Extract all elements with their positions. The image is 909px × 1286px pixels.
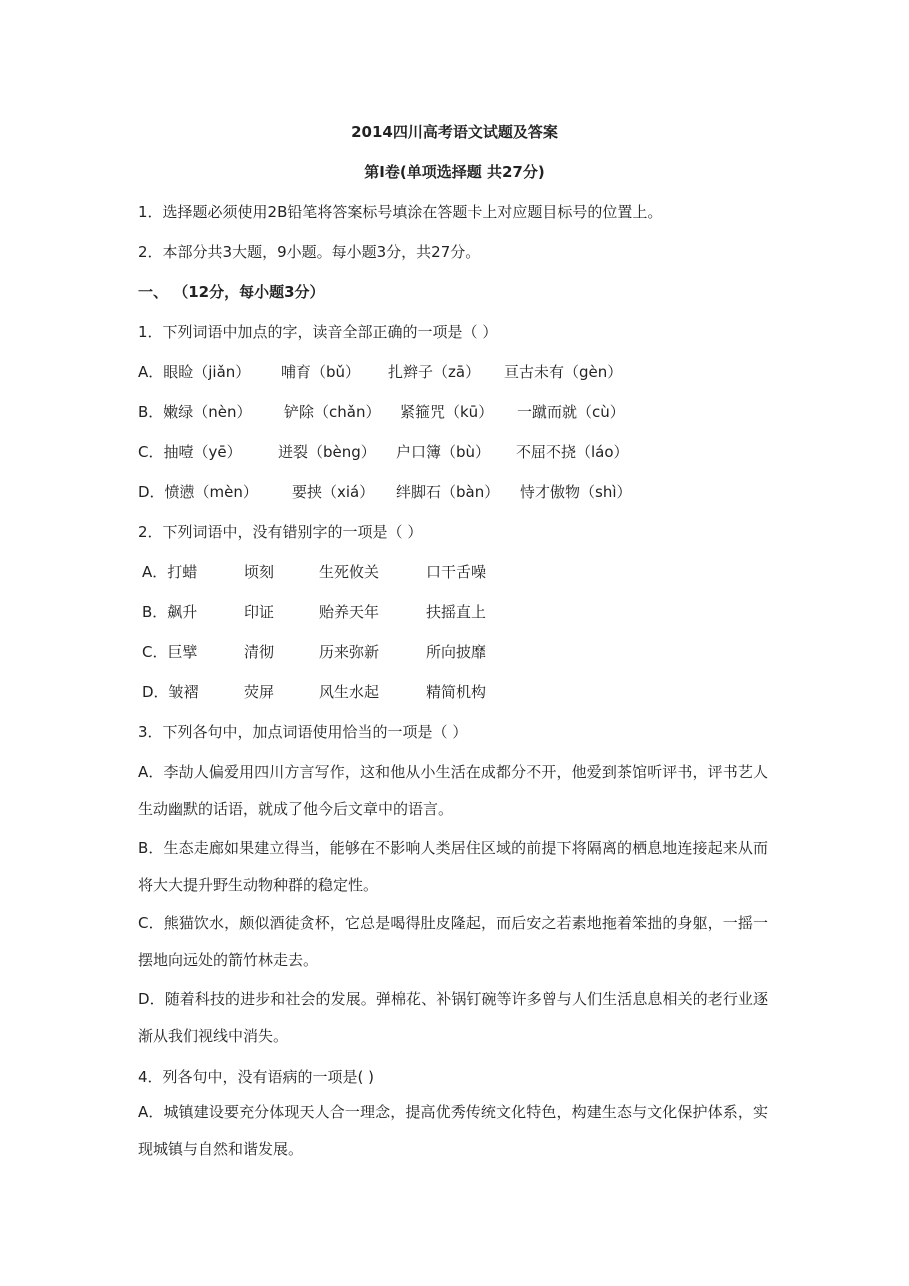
document-subtitle: 第Ⅰ卷(单项选择题 共27分) (364, 163, 545, 181)
option-cell: 口干舌噪 (426, 563, 487, 581)
option-cell: 顷刻 (244, 563, 275, 581)
option-cell: 哺育（bǔ） (281, 363, 361, 381)
option-cell: 迸裂（bèng） (278, 443, 376, 461)
option-cell: 印证 (244, 603, 275, 621)
option-cell: A．打蜡 (142, 563, 198, 581)
question-3-option-b: B．生态走廊如果建立得当，能够在不影响人类居住区域的前提下将隔离的栖息地连接起来从而将大大提升野生动物种群的稳定性。 (138, 839, 768, 894)
option-cell: 精简机构 (426, 683, 487, 701)
option-cell: 风生水起 (319, 683, 380, 701)
option-cell: D．愤懑（mèn） (138, 483, 258, 501)
option-cell: A．眼睑（jiǎn） (138, 363, 251, 381)
option-cell: 贻养天年 (319, 603, 380, 621)
option-cell: 生死攸关 (319, 563, 380, 581)
question-2-stem: 2．下列词语中，没有错别字的一项是（ ） (138, 523, 423, 541)
option-cell: 要挟（xiá） (292, 483, 375, 501)
question-3-stem: 3．下列各句中，加点词语使用恰当的一项是（ ） (138, 723, 468, 741)
option-cell: 绊脚石（bàn） (396, 483, 500, 501)
option-cell: 荧屏 (244, 683, 275, 701)
option-cell: 亘古未有（gèn） (504, 363, 623, 381)
question-3-option-d: D．随着科技的进步和社会的发展。弹棉花、补锅钉碗等许多曾与人们生活息息相关的老行业逐渐从我们视线中消失。 (138, 990, 768, 1045)
document-title: 2014四川高考语文试题及答案 (351, 123, 558, 141)
question-3-option-a: A．李劼人偏爱用四川方言写作，这和他从小生活在成都分不开，他爱到茶馆听评书，评书艺人生动幽默的话语，就成了他今后文章中的语言。 (138, 763, 768, 818)
option-cell: 清彻 (244, 643, 275, 661)
option-cell: B．嫩绿（nèn） (138, 403, 252, 421)
option-cell: B．飙升 (142, 603, 198, 621)
option-cell: C．抽噎（yē） (138, 443, 242, 461)
option-cell: 不屈不挠（láo） (516, 443, 629, 461)
option-cell: 恃才傲物（shì） (520, 483, 632, 501)
option-cell: D．皱褶 (142, 683, 199, 701)
option-cell: 铲除（chǎn） (284, 403, 381, 421)
option-cell: 扎辫子（zā） (388, 363, 481, 381)
question-3-option-c: C．熊猫饮水，颇似酒徒贪杯，它总是喝得肚皮隆起，而后安之若素地拖着笨拙的身躯，一摇一摆地向远处的箭竹林走去。 (138, 914, 768, 969)
option-cell: 所向披靡 (426, 643, 487, 661)
option-cell: 一蹴而就（cù） (517, 403, 625, 421)
question-4-stem: 4．列各句中，没有语病的一项是( ) (138, 1068, 375, 1086)
note-1: 1．选择题必须使用2B铅笔将答案标号填涂在答题卡上对应题目标号的位置上。 (138, 203, 663, 221)
note-2: 2．本部分共3大题，9小题。每小题3分，共27分。 (138, 243, 481, 261)
question-4-option-a: A．城镇建设要充分体现天人合一理念，提高优秀传统文化特色，构建生态与文化保护体系，实现城镇与自然和谐发展。 (138, 1103, 768, 1158)
option-cell: C．巨擘 (142, 643, 198, 661)
option-cell: 紧箍咒（kū） (400, 403, 494, 421)
option-cell: 历来弥新 (319, 643, 380, 661)
option-cell: 户口簿（bù） (396, 443, 491, 461)
section-heading: 一、 （12分，每小题3分） (138, 283, 325, 301)
question-1-stem: 1．下列词语中加点的字，读音全部正确的一项是（ ） (138, 323, 498, 341)
option-cell: 扶摇直上 (426, 603, 487, 621)
